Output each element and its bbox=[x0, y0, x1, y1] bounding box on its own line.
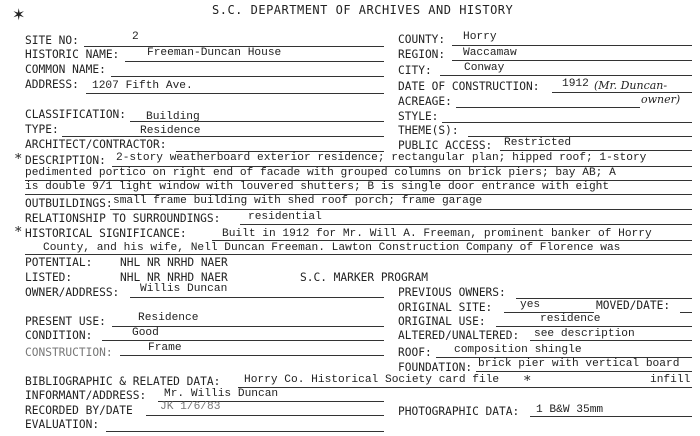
outbuildings-line bbox=[110, 209, 692, 210]
recorded-line bbox=[146, 415, 384, 416]
historic-name-label: HISTORIC NAME: bbox=[25, 48, 120, 61]
public-access-line bbox=[500, 150, 692, 151]
construction-line bbox=[120, 355, 384, 356]
informant-label: INFORMANT/ADDRESS: bbox=[25, 389, 147, 402]
classification-label: CLASSIFICATION: bbox=[25, 108, 127, 121]
description-label: DESCRIPTION: bbox=[25, 154, 106, 167]
owner-value: Willis Duncan bbox=[140, 283, 228, 295]
altered-value: see description bbox=[534, 328, 635, 340]
site-no-value: 2 bbox=[132, 31, 139, 43]
corner-star-mark: ✶ bbox=[12, 5, 26, 24]
region-value: Waccamaw bbox=[463, 47, 517, 59]
county-line bbox=[452, 45, 692, 46]
infill-note: infill bbox=[650, 374, 691, 386]
date-line bbox=[552, 92, 692, 93]
description-line-1: 2-story weatherboard exterior residence; rectangular plan; hipped roof; 1-story bbox=[116, 152, 647, 164]
potential-label: POTENTIAL: bbox=[25, 256, 93, 269]
original-use-value: residence bbox=[540, 313, 601, 325]
foundation-value: brick pier with vertical board bbox=[478, 358, 680, 370]
altered-label: ALTERED/UNALTERED: bbox=[398, 329, 520, 342]
type-value: Residence bbox=[140, 125, 201, 137]
original-site-value: yes bbox=[520, 299, 541, 311]
recorded-label: RECORDED BY/DATE bbox=[25, 404, 133, 417]
previous-owners-label: PREVIOUS OWNERS: bbox=[398, 286, 506, 299]
outbuildings-value: small frame building with shed roof porch; frame garage bbox=[113, 195, 483, 207]
significance-rule-2 bbox=[25, 254, 692, 255]
construction-value: Frame bbox=[148, 342, 182, 354]
significance-line-1: Built in 1912 for Mr. Will A. Freeman, prominent banker of Horry bbox=[222, 228, 652, 240]
listed-options: NHL NR NRHD NAER bbox=[120, 271, 228, 284]
evaluation-label: EVALUATION: bbox=[25, 418, 100, 431]
theme-label: THEME(S): bbox=[398, 124, 459, 137]
site-no-label: SITE NO: bbox=[25, 34, 79, 47]
historic-name-line bbox=[125, 61, 384, 62]
bibliographic-value: Horry Co. Historical Society card file bbox=[244, 374, 500, 386]
relationship-value: residential bbox=[248, 211, 322, 223]
county-value: Horry bbox=[463, 31, 497, 43]
original-use-line bbox=[496, 326, 692, 327]
moved-date-line bbox=[680, 312, 692, 313]
address-label: ADDRESS: bbox=[25, 78, 79, 91]
significance-line-2: County, and his wife, Nell Duncan Freeman. Lawton Construction Company of Florence was bbox=[43, 242, 621, 254]
present-use-label: PRESENT USE: bbox=[25, 315, 106, 328]
roof-value: composition shingle bbox=[454, 344, 582, 356]
classification-line bbox=[130, 121, 384, 122]
condition-value: Good bbox=[132, 327, 159, 339]
potential-options: NHL NR NRHD NAER bbox=[120, 256, 228, 269]
photographic-label: PHOTOGRAPHIC DATA: bbox=[398, 405, 520, 418]
roof-label: ROOF: bbox=[398, 346, 432, 359]
significance-asterisk: * bbox=[15, 225, 22, 240]
date-label: DATE OF CONSTRUCTION: bbox=[398, 80, 540, 93]
date-handwritten-note: (Mr. Duncan- bbox=[594, 79, 668, 92]
description-line-3: is double 9/1 light window with louvered shutters; B is single door entrance with eight bbox=[25, 181, 610, 193]
condition-label: CONDITION: bbox=[25, 329, 93, 342]
relationship-line bbox=[240, 224, 692, 225]
evaluation-line bbox=[106, 431, 384, 432]
owner-line bbox=[130, 297, 384, 298]
significance-rule-1 bbox=[212, 240, 692, 241]
city-line bbox=[440, 75, 692, 76]
classification-value: Building bbox=[146, 111, 200, 123]
public-access-value: Restricted bbox=[504, 137, 572, 149]
common-name-line bbox=[111, 76, 384, 77]
foundation-line bbox=[476, 371, 692, 372]
original-site-label: ORIGINAL SITE: bbox=[398, 301, 493, 314]
photographic-line bbox=[530, 416, 692, 417]
city-value: Conway bbox=[464, 62, 505, 74]
public-access-label: PUBLIC ACCESS: bbox=[398, 139, 493, 152]
acreage-line bbox=[456, 107, 640, 108]
moved-date-label: MOVED/DATE: bbox=[596, 299, 671, 312]
historic-name-value: Freeman-Duncan House bbox=[147, 47, 282, 59]
date-handwritten-note-2: owner) bbox=[641, 93, 681, 106]
form-title: S.C. DEPARTMENT OF ARCHIVES AND HISTORY bbox=[212, 3, 514, 17]
significance-label: HISTORICAL SIGNIFICANCE: bbox=[25, 227, 187, 240]
present-use-value: Residence bbox=[138, 312, 199, 324]
bibliographic-line bbox=[238, 387, 692, 388]
type-label: TYPE: bbox=[25, 123, 59, 136]
owner-label: OWNER/ADDRESS: bbox=[25, 286, 120, 299]
bibliographic-label: BIBLIOGRAPHIC & RELATED DATA: bbox=[25, 375, 221, 388]
description-asterisk: * bbox=[15, 152, 22, 167]
recorded-value: JK 1/6/83 bbox=[160, 401, 221, 413]
altered-line bbox=[530, 340, 692, 341]
sc-marker-program: S.C. MARKER PROGRAM bbox=[300, 271, 428, 284]
address-line bbox=[86, 93, 384, 94]
region-line bbox=[452, 60, 692, 61]
city-label: CITY: bbox=[398, 64, 432, 77]
bibliographic-asterisk: * bbox=[524, 374, 531, 389]
date-value: 1912 bbox=[562, 78, 589, 90]
condition-line bbox=[102, 340, 384, 341]
address-value: 1207 Fifth Ave. bbox=[92, 80, 193, 92]
foundation-label: FOUNDATION: bbox=[398, 361, 473, 374]
listed-label: LISTED: bbox=[25, 271, 73, 284]
common-name-label: COMMON NAME: bbox=[25, 63, 106, 76]
type-line bbox=[62, 136, 384, 137]
description-line-2: pedimented portico on right end of facade with grouped columns on brick piers; bay AB; A bbox=[25, 167, 616, 179]
county-label: COUNTY: bbox=[398, 33, 446, 46]
style-line bbox=[442, 122, 692, 123]
original-use-label: ORIGINAL USE: bbox=[398, 315, 486, 328]
region-label: REGION: bbox=[398, 48, 446, 61]
outbuildings-label: OUTBUILDINGS: bbox=[25, 197, 113, 210]
acreage-label: ACREAGE: bbox=[398, 95, 452, 108]
relationship-label: RELATIONSHIP TO SURROUNDINGS: bbox=[25, 212, 221, 225]
theme-line bbox=[468, 136, 692, 137]
informant-value: Mr. Willis Duncan bbox=[164, 388, 279, 400]
architect-label: ARCHITECT/CONTRACTOR: bbox=[25, 138, 167, 151]
photographic-value: 1 B&W 35mm bbox=[536, 404, 604, 416]
style-label: STYLE: bbox=[398, 110, 439, 123]
construction-label: CONSTRUCTION: bbox=[25, 346, 113, 359]
